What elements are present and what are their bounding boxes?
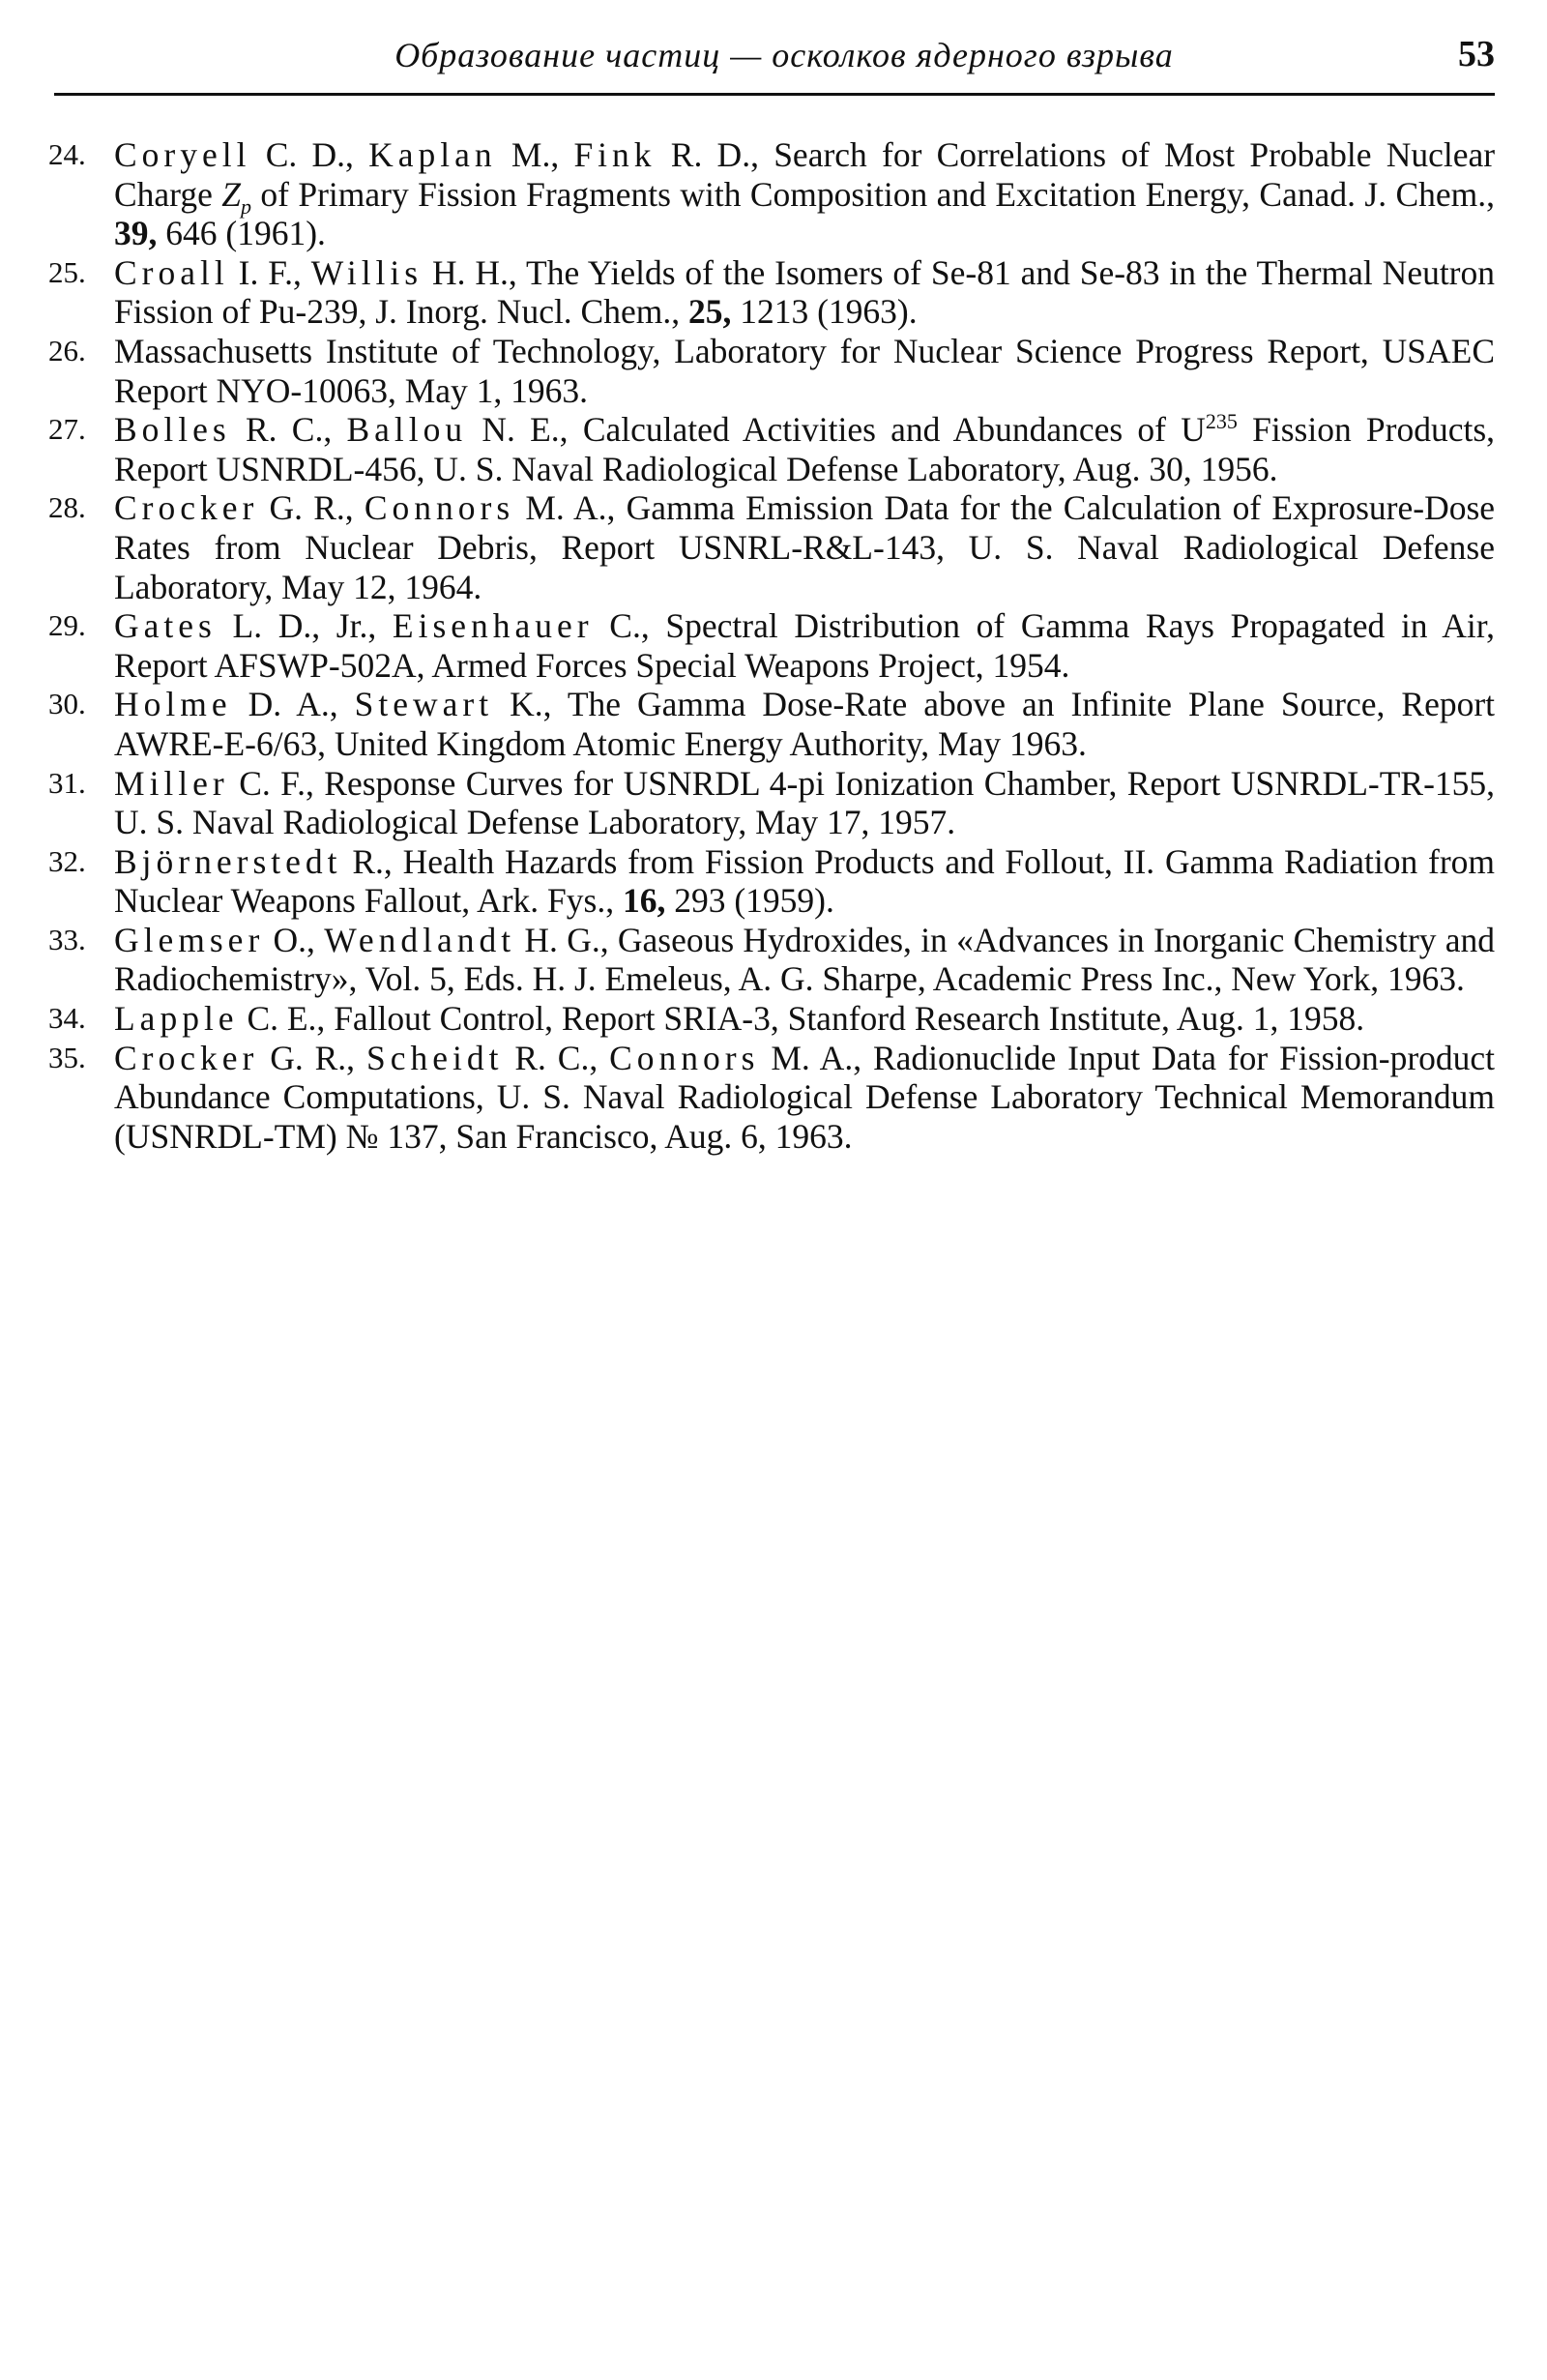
author-initials: O., (273, 920, 315, 959)
author-initials: H. G., (524, 920, 609, 959)
author-name: Lapple (114, 999, 239, 1039)
reference-number: 32. (48, 843, 86, 878)
isotope-superscript: 235 (1205, 409, 1238, 434)
reference-number: 24. (48, 137, 86, 171)
reference-text: The Gamma Dose-Rate above an Infinite Plane Source, Report AWRE-E-6/63, United Kingdom Atomic Energy Authority, May 1963. (114, 685, 1496, 763)
author-name: Willis (310, 252, 423, 292)
reference-number: 29. (48, 608, 86, 643)
page-number: 53 (1458, 34, 1495, 74)
reference-26 (48, 332, 1495, 410)
reference-34 (48, 999, 1495, 1039)
author-initials: C. D., (265, 135, 354, 174)
author-initials: C. F., (239, 763, 314, 803)
reference-31 (48, 764, 1495, 842)
author-initials: M. A., (525, 488, 616, 528)
author-name: Miller (114, 763, 229, 803)
author-name: Fink (573, 135, 657, 174)
reference-text: Massachusetts Institute of Technology, Laboratory for Nuclear Science Progress Report, USAEC Report NYO-10063, May 1, 1963. (114, 331, 1495, 410)
author-name: Holme (114, 685, 232, 724)
reference-text: Calculated Activities and Abundances of U (582, 410, 1206, 450)
author-name: Croall (114, 252, 229, 292)
author-name: Wendlandt (324, 920, 516, 959)
running-title: Образование частиц — осколков ядерного взрыва (394, 36, 1174, 74)
reference-number: 27. (48, 412, 86, 447)
reference-text: 293 (1959). (674, 881, 834, 921)
page-header (54, 29, 1495, 89)
reference-list (48, 135, 1495, 1156)
reference-text: The Yields of the Isomers of Se-81 and Se-83 in the Thermal Neutron Fission of Pu-239, J. Inorg. Nucl. Chem., (114, 252, 1496, 332)
reference-25 (48, 253, 1495, 332)
reference-text: Radionuclide Input Data for Fission-product Abundance Computations, U. S. Naval Radiological Defense Laboratory Technical Memorandum (USNRDL-TM) № 137, San Francisco, Aug. 6, 1963. (114, 1038, 1496, 1156)
reference-text: Response Curves for USNRDL 4-pi Ionization Chamber, Report USNRDL-TR-155, U. S. Naval Radiological Defense Laboratory, May 17, 1957. (114, 763, 1496, 842)
header-rule (54, 93, 1495, 96)
author-name: Crocker (114, 488, 259, 528)
author-initials: R., (352, 841, 393, 881)
reference-number: 31. (48, 765, 86, 800)
reference-text: Health Hazards from Fission Products and Follout, II. Gamma Radiation from Nuclear Weapons Fallout, Ark. Fys., (114, 841, 1496, 921)
reference-number: 25. (48, 254, 86, 289)
author-initials: R. D., (670, 135, 759, 174)
author-initials: R. C., (514, 1038, 598, 1077)
volume-number: 39, (114, 214, 158, 253)
author-initials: K., (510, 685, 552, 724)
author-initials: G. R., (269, 488, 354, 528)
author-initials: N. E., (482, 410, 569, 450)
reference-text: of Primary Fission Fragments with Composition and Excitation Energy, Canad. J. Chem., (260, 174, 1496, 214)
author-initials: M. A., (771, 1038, 862, 1077)
author-initials: I. F., (238, 252, 302, 292)
author-name: Bolles (114, 410, 231, 450)
reference-text: 1213 (1963). (740, 292, 918, 332)
reference-text: Spectral Distribution of Gamma Rays Propagated in Air, Report AFSWP-502A, Armed Forces Special Weapons Project, 1954. (114, 606, 1496, 685)
reference-text: 646 (1961). (165, 214, 326, 253)
reference-text: Fallout Control, Report SRIA-3, Stanford Research Institute, Aug. 1, 1958. (334, 999, 1365, 1039)
author-name: Connors (364, 488, 515, 528)
volume-number: 25, (687, 292, 732, 332)
reference-number: 35. (48, 1040, 86, 1074)
author-name: Ballou (346, 410, 468, 450)
reference-number: 33. (48, 922, 86, 956)
reference-number: 26. (48, 333, 86, 367)
reference-text: Fission Products, Report USNRDL-456, U. S. Naval Radiological Defense Laboratory, Aug. 30, 1956. (114, 410, 1496, 488)
reference-number: 30. (48, 687, 86, 721)
author-name: Kaplan (368, 135, 497, 174)
author-initials: C. E., (247, 999, 326, 1039)
author-initials: D. A., (248, 685, 338, 724)
reference-number: 34. (48, 1001, 86, 1036)
author-name: Gates (114, 606, 217, 646)
author-initials: L. D., Jr., (232, 606, 377, 646)
author-initials: G. R., (270, 1038, 356, 1077)
author-initials: H. H., (432, 252, 517, 292)
reference-24 (48, 135, 1495, 253)
author-name: Scheidt (365, 1038, 504, 1077)
author-name: Crocker (114, 1038, 259, 1077)
reference-32 (48, 842, 1495, 921)
author-name: Stewart (354, 685, 494, 724)
reference-35 (48, 1039, 1495, 1157)
reference-text: Search for Correlations of Most Probable Nuclear Charge (114, 135, 1496, 214)
reference-text: Gaseous Hydroxides, in «Advances in Inorganic Chemistry and Radiochemistry», Vol. 5, Eds. H. J. Emeleus, A. G. Sharpe, Academic Press Inc., New York, 1963. (114, 920, 1496, 999)
author-initials: M., (511, 135, 560, 174)
reference-text: Gamma Emission Data for the Calculation of Exprosure-Dose Rates from Nuclear Debris, Report USNRL-R&L-143, U. S. Naval Radiological Defense Laboratory, May 12, 1964. (114, 488, 1496, 606)
reference-number: 28. (48, 490, 86, 525)
math-subscript: p (241, 193, 252, 219)
math-symbol: Z (221, 174, 242, 214)
volume-number: 16, (622, 881, 666, 921)
reference-30 (48, 685, 1495, 763)
reference-29 (48, 606, 1495, 685)
author-initials: R. C., (245, 410, 333, 450)
author-name: Glemser (114, 920, 265, 959)
author-name: Coryell (114, 135, 251, 174)
author-name: Eisenhauer (392, 606, 594, 646)
author-name: Björnerstedt (114, 841, 342, 881)
author-initials: C., (609, 606, 650, 646)
reference-33 (48, 921, 1495, 999)
reference-28 (48, 488, 1495, 606)
reference-27 (48, 410, 1495, 488)
author-name: Connors (609, 1038, 760, 1077)
